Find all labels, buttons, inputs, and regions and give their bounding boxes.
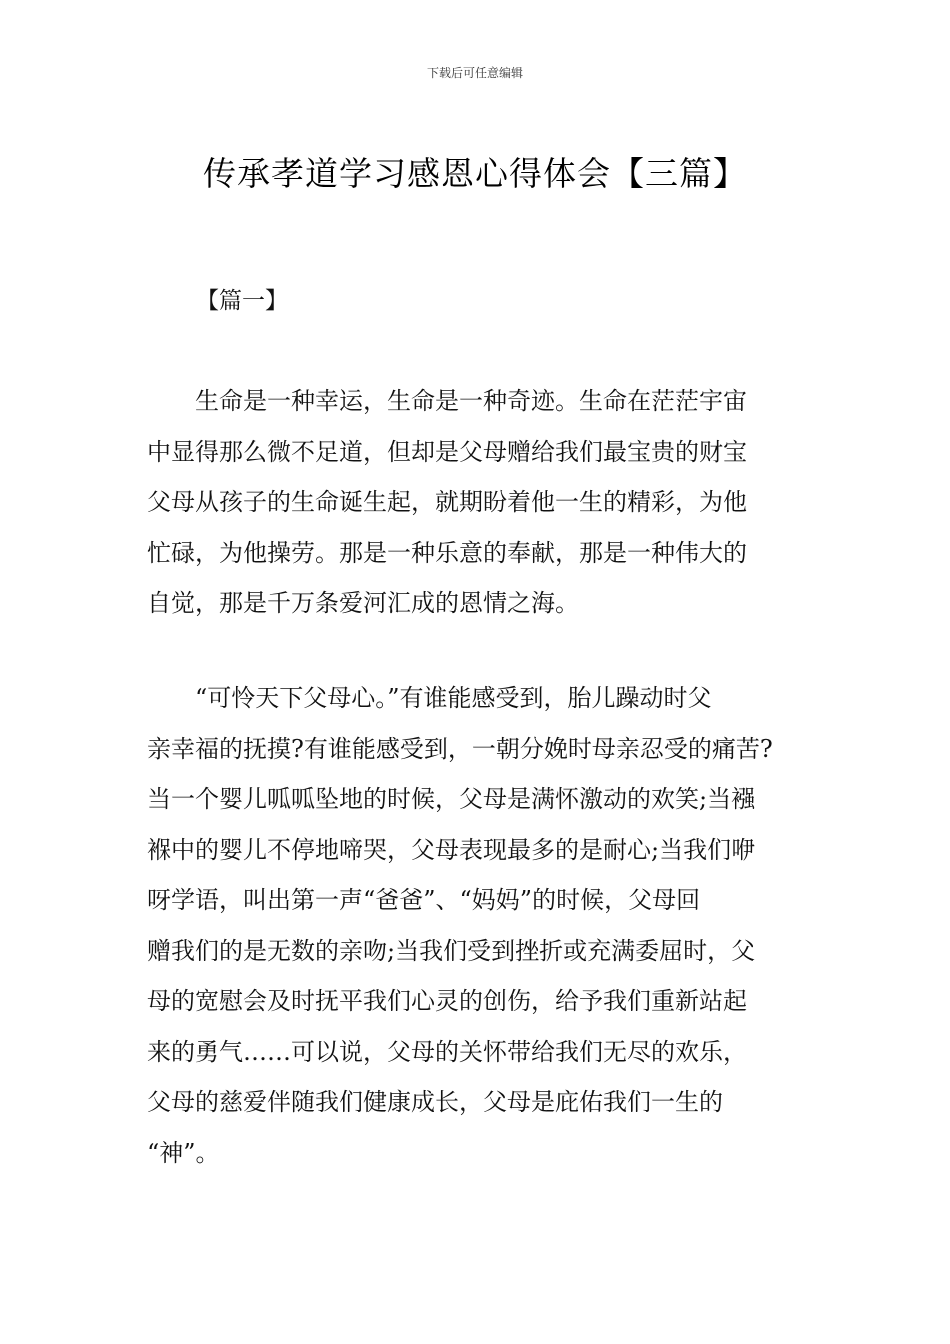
document-title: 传承孝道学习感恩心得体会【三篇】 xyxy=(203,154,747,194)
paragraph-line: 呀学语，叫出第一声“爸爸”、“妈妈”的时候，父母回 xyxy=(147,886,701,914)
paragraph-line: “可怜天下父母心。”有谁能感受到，胎儿躁动时父 xyxy=(147,684,712,712)
paragraph-line: 父母从孩子的生命诞生起，就期盼着他一生的精彩，为他 xyxy=(147,488,747,516)
paragraph-1 xyxy=(147,376,811,629)
paragraph-line: 赠我们的是无数的亲吻;当我们受到挫折或充满委屈时，父 xyxy=(147,936,756,965)
paragraph-line: 中显得那么微不足道，但却是父母赠给我们最宝贵的财宝 xyxy=(147,437,747,466)
paragraph-line: “神”。 xyxy=(147,1138,220,1167)
paragraph-line: 自觉，那是千万条爱河汇成的恩情之海。 xyxy=(147,589,579,617)
paragraph-line: 亲幸福的抚摸?有谁能感受到，一朝分娩时母亲忍受的痛苦? xyxy=(147,734,773,763)
paragraph-line: 来的勇气……可以说，父母的关怀带给我们无尽的欢乐， xyxy=(147,1037,747,1066)
paragraph-line: 忙碌，为他操劳。那是一种乐意的奉献，那是一种伟大的 xyxy=(147,538,747,567)
paragraph-2 xyxy=(147,673,811,1178)
paragraph-line: 母的宽慰会及时抚平我们心灵的创伤，给予我们重新站起 xyxy=(147,987,747,1015)
header-note: 下载后可任意编辑 xyxy=(426,66,523,80)
paragraph-line: 生命是一种幸运，生命是一种奇迹。生命在茫茫宇宙 xyxy=(147,387,747,415)
section-heading: 【篇一】 xyxy=(196,288,288,314)
paragraph-line: 当一个婴儿呱呱坠地的时候，父母是满怀激动的欢笑;当襁 xyxy=(147,785,756,813)
paragraph-line: 父母的慈爱伴随我们健康成长，父母是庇佑我们一生的 xyxy=(147,1088,723,1116)
paragraph-line: 褓中的婴儿不停地啼哭，父母表现最多的是耐心;当我们咿 xyxy=(147,835,756,864)
